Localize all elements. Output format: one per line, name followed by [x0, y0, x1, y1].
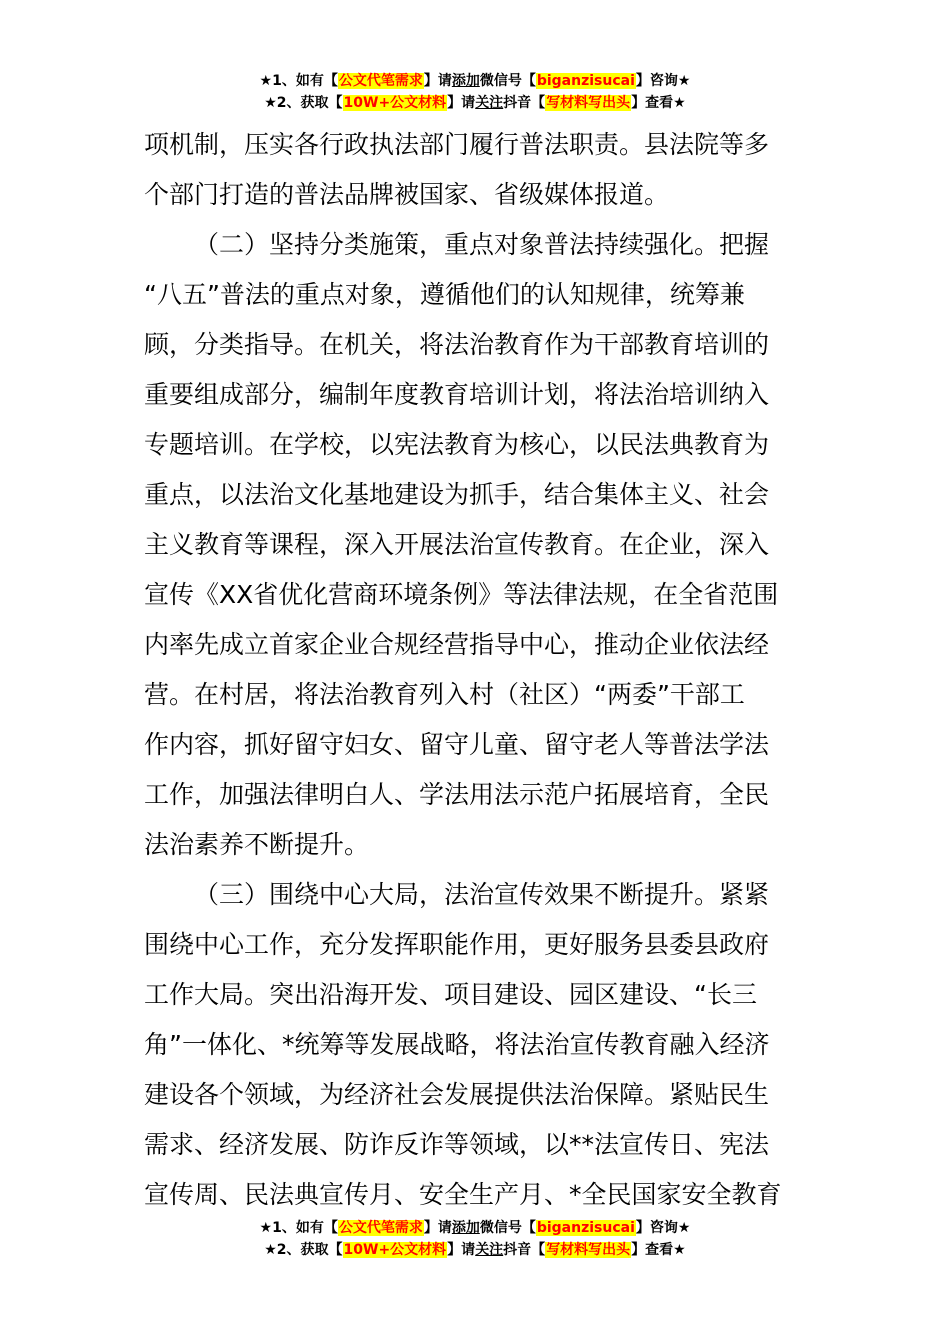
banner-text: 】请 [423, 1220, 452, 1236]
banner-underlined: 关注 [475, 95, 504, 111]
text-line: 营。在村居，将法治教育列入村（社区）“两委”干部工 [144, 680, 745, 709]
header-banner [0, 70, 950, 114]
banner-line-2 [0, 92, 950, 114]
banner-text: 】查看★ [631, 95, 686, 111]
text-line: 围绕中心工作，充分发挥职能作用，更好服务县委县政府 [144, 930, 770, 959]
banner-text: ★1、如有【 [259, 1220, 338, 1236]
text-line: 工作，加强法律明白人、学法用法示范户拓展培育，全民 [144, 780, 770, 809]
banner-line-2 [0, 1239, 950, 1261]
banner-highlight: biganzisucai [536, 1220, 635, 1236]
banner-text: 抖音【 [503, 1242, 546, 1258]
text-line: 法治素养不断提升。 [144, 830, 370, 859]
banner-underlined: 添加 [451, 1220, 480, 1236]
banner-line-1 [0, 1217, 950, 1239]
footer-banner [0, 1217, 950, 1261]
text-line: “八五”普法的重点对象，遵循他们的认知规律，统筹兼 [144, 280, 745, 309]
text-line: 宣传周、民法典宣传月、安全生产月、*全民国家安全教育 [144, 1180, 782, 1209]
text-line: 个部门打造的普法品牌被国家、省级媒体报道。 [144, 180, 670, 209]
document-body [144, 120, 808, 1220]
banner-text: 】查看★ [631, 1242, 686, 1258]
paragraph-heading-2: （二）坚持分类施策，重点对象普法持续强化。把握 [194, 230, 770, 259]
text-line: 工作大局。突出沿海开发、项目建设、园区建设、“长三 [144, 980, 757, 1009]
banner-underlined: 添加 [451, 73, 480, 89]
banner-highlight: 10W+公文材料 [343, 95, 447, 111]
text-line: 内率先成立首家企业合规经营指导中心，推动企业依法经 [144, 630, 770, 659]
banner-text: 抖音【 [503, 95, 546, 111]
banner-text: ★1、如有【 [259, 73, 338, 89]
banner-highlight: 写材料写出头 [546, 1242, 631, 1258]
text-line: 顾，分类指导。在机关，将法治教育作为干部教育培训的 [144, 330, 770, 359]
banner-text: 】咨询★ [635, 1220, 691, 1236]
banner-highlight: 公文代笔需求 [338, 1220, 423, 1236]
text-line: 重要组成部分，编制年度教育培训计划，将法治培训纳入 [144, 380, 770, 409]
banner-text: 】请 [423, 73, 452, 89]
banner-highlight: 写材料写出头 [546, 95, 631, 111]
text-line: 专题培训。在学校，以宪法教育为核心，以民法典教育为 [144, 430, 770, 459]
text-line: 角”一体化、*统筹等发展战略，将法治宣传教育融入经济 [144, 1030, 770, 1059]
banner-text: ★2、获取【 [264, 95, 343, 111]
banner-highlight: 公文代笔需求 [338, 73, 423, 89]
banner-underlined: 关注 [475, 1242, 504, 1258]
banner-text: ★2、获取【 [264, 1242, 343, 1258]
paragraph-heading-3: （三）围绕中心大局，法治宣传效果不断提升。紧紧 [194, 880, 770, 909]
text-line: 宣传《XX省优化营商环境条例》等法律法规，在全省范围 [144, 580, 779, 609]
text-line: 建设各个领域，为经济社会发展提供法治保障。紧贴民生 [144, 1080, 770, 1109]
banner-text: 】请 [447, 95, 476, 111]
banner-highlight: biganzisucai [536, 73, 635, 89]
banner-line-1 [0, 70, 950, 92]
banner-text: 微信号【 [479, 1220, 536, 1236]
text-line: 项机制，压实各行政执法部门履行普法职责。县法院等多 [144, 130, 770, 159]
text-line: 需求、经济发展、防诈反诈等领域，以**法宣传日、宪法 [144, 1130, 770, 1159]
banner-text: 】请 [447, 1242, 476, 1258]
text-line: 主义教育等课程，深入开展法治宣传教育。在企业，深入 [144, 530, 770, 559]
banner-text: 】咨询★ [635, 73, 691, 89]
banner-highlight: 10W+公文材料 [343, 1242, 447, 1258]
banner-text: 微信号【 [479, 73, 536, 89]
text-line: 作内容，抓好留守妇女、留守儿童、留守老人等普法学法 [144, 730, 770, 759]
text-line: 重点，以法治文化基地建设为抓手，结合集体主义、社会 [144, 480, 770, 509]
